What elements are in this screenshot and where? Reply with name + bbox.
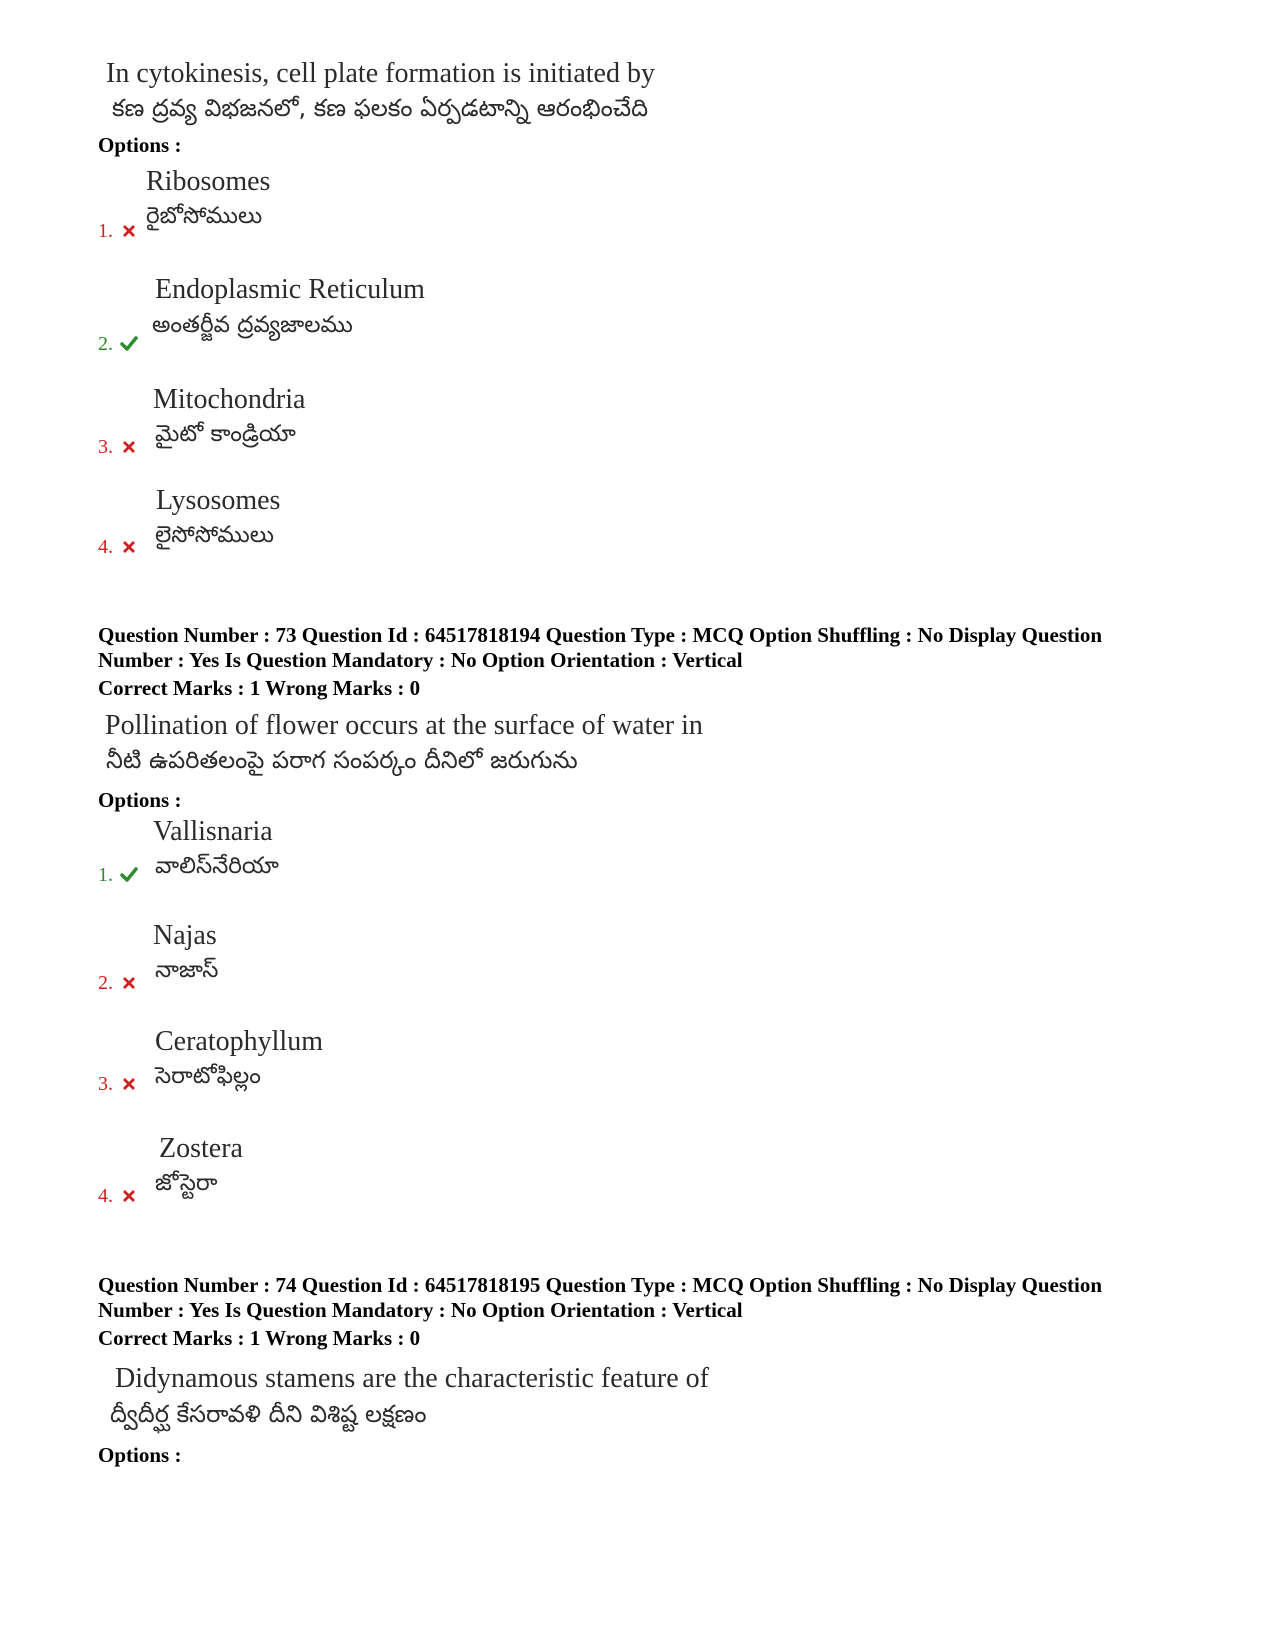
wrong-cross-icon [120, 1187, 138, 1205]
question-72-text-en: In cytokinesis, cell plate formation is initiated by [106, 58, 655, 89]
q72-option-1-en: Ribosomes [146, 166, 271, 197]
correct-check-icon [120, 335, 138, 353]
wrong-cross-icon [120, 438, 138, 456]
q72-option-1-te: రైబోసోములు [146, 203, 263, 229]
q73-option-2-te: నాజాస్ [155, 957, 219, 983]
q74-options-label: Options : [98, 1443, 182, 1467]
q72-option-3-en: Mitochondria [153, 384, 306, 415]
q73-option-3-en: Ceratophyllum [155, 1026, 323, 1057]
question-73-text-en: Pollination of flower occurs at the surface of water in [105, 710, 703, 741]
q72-option-2-en: Endoplasmic Reticulum [155, 274, 425, 305]
q73-marks: Correct Marks : 1 Wrong Marks : 0 [98, 676, 421, 700]
q73-option-1-te: వాలిస్‌నేరియా [155, 853, 279, 879]
q73-meta-line-1: Question Number : 73 Question Id : 64517818194 Question Type : MCQ Option Shuffling : No Display Question [98, 623, 1103, 647]
q72-options-label: Options : [98, 133, 182, 157]
wrong-cross-icon [120, 222, 138, 240]
q73-option-4-te: జోస్టెరా [155, 1170, 218, 1196]
wrong-cross-icon [120, 974, 138, 992]
q72-option-4-en: Lysosomes [156, 485, 281, 516]
q73-option-1-en: Vallisnaria [153, 816, 273, 847]
q74-meta [98, 1273, 1208, 1323]
q72-option-4-number: 4. [98, 536, 113, 558]
q73-option-3-te: సెరాటోఫిల్లం [155, 1063, 261, 1089]
q73-options-label: Options : [98, 788, 182, 812]
question-72-text-te: కణ ద్రవ్య విభజనలో, కణ ఫలకం ఏర్పడటాన్ని ఆరంభించేది [112, 94, 649, 122]
q73-meta-line-2: Number : Yes Is Question Mandatory : No Option Orientation : Vertical [98, 648, 743, 672]
q73-option-2-number: 2. [98, 972, 113, 994]
q72-option-4-te: లైసోసోములు [155, 522, 274, 548]
q73-option-4-en: Zostera [159, 1133, 243, 1164]
q74-meta-line-1: Question Number : 74 Question Id : 64517818195 Question Type : MCQ Option Shuffling : No Display Question [98, 1273, 1103, 1297]
q73-option-4-number: 4. [98, 1185, 113, 1207]
wrong-cross-icon [120, 538, 138, 556]
q74-marks: Correct Marks : 1 Wrong Marks : 0 [98, 1326, 421, 1350]
question-74-text-te: ద్వీదీర్ఘ కేసరావళి దీని విశిష్ట లక్షణం [110, 1400, 427, 1428]
q73-option-3-number: 3. [98, 1073, 113, 1095]
question-73-text-te: నీటి ఉపరితలంపై పరాగ సంపర్కం దీనిలో జరుగును [106, 746, 578, 774]
q72-option-3-number: 3. [98, 436, 113, 458]
q73-option-1-number: 1. [98, 864, 113, 886]
correct-check-icon [120, 866, 138, 884]
q72-option-2-te: అంతర్జీవ ద్రవ్యజాలము [152, 312, 353, 338]
q73-option-2-en: Najas [153, 920, 217, 951]
q72-option-2-number: 2. [98, 333, 113, 355]
q72-option-1-number: 1. [98, 220, 113, 242]
q74-meta-line-2: Number : Yes Is Question Mandatory : No Option Orientation : Vertical [98, 1298, 743, 1322]
q73-meta [98, 623, 1208, 673]
wrong-cross-icon [120, 1075, 138, 1093]
question-74-text-en: Didynamous stamens are the characteristic feature of [115, 1363, 709, 1394]
q72-option-3-te: మైటో కాండ్రియా [155, 421, 296, 447]
